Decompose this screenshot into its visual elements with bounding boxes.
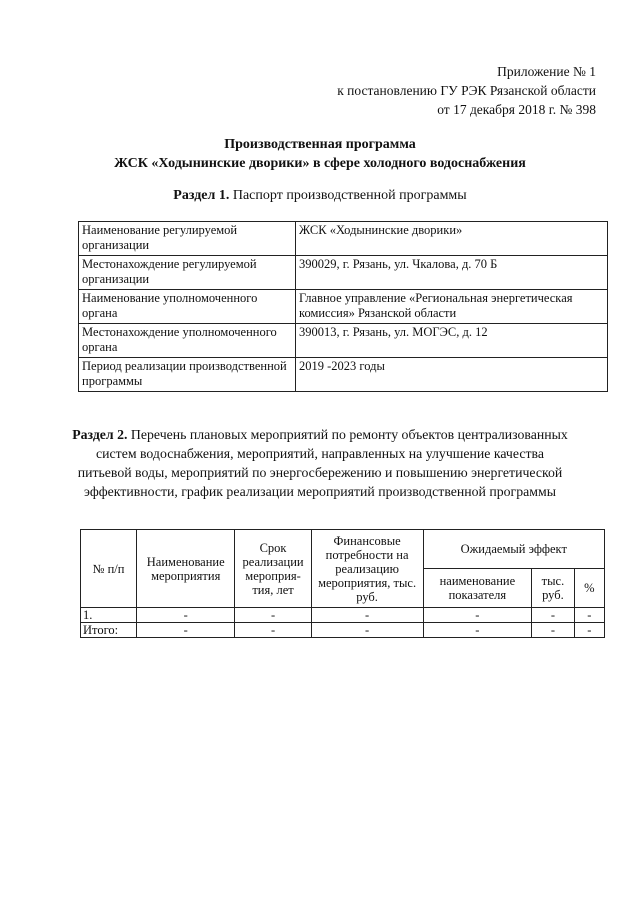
cell-effect-percent: - <box>574 623 604 638</box>
cell-finance: - <box>311 608 423 623</box>
appendix-number: Приложение № 1 <box>497 64 596 79</box>
header-effect-thousand: тыс. руб. <box>532 569 575 608</box>
cell-term: - <box>235 623 311 638</box>
appendix-resolution: к постановлению ГУ РЭК Рязанской области <box>337 83 596 98</box>
events-table <box>80 529 605 638</box>
section1-text: Паспорт производственной программы <box>232 188 467 203</box>
section2-text: Перечень плановых мероприятий по ремонту объектов централизованных систем водоснабжения, мероприятий, направленных на улучшение качества питьевой воды, мероприятий по энергосбережению и повышению энергетической эффективности, график реализации мероприятий производственной программы <box>77 427 568 499</box>
passport-key: Наименование уполномоченного органа <box>79 290 296 324</box>
passport-value: 390029, г. Рязань, ул. Чкалова, д. 70 Б <box>296 256 608 290</box>
section1-label: Раздел 1. <box>173 188 230 203</box>
cell-num: Итого: <box>81 623 137 638</box>
passport-value: 390013, г. Рязань, ул. МОГЭС, д. 12 <box>296 324 608 358</box>
cell-effect-name: - <box>423 623 532 638</box>
appendix-header <box>337 62 596 119</box>
cell-effect-name: - <box>423 608 532 623</box>
table-row <box>79 324 608 358</box>
header-effect-name: наименование показателя <box>423 569 532 608</box>
header-term: Срок реализации мероприя-тия, лет <box>235 530 311 608</box>
table-row <box>79 222 608 256</box>
table-row <box>79 256 608 290</box>
section1-heading <box>0 188 640 204</box>
cell-effect-thousand: - <box>532 623 575 638</box>
passport-key: Период реализации производственной программы <box>79 358 296 392</box>
table-row <box>81 623 605 638</box>
section2-heading <box>70 425 570 501</box>
table-row <box>79 358 608 392</box>
passport-value: Главное управление «Региональная энергетическая комиссия» Рязанской области <box>296 290 608 324</box>
appendix-date: от 17 декабря 2018 г. № 398 <box>437 102 596 117</box>
header-name: Наименование мероприятия <box>136 530 235 608</box>
title-line-2: ЖСК «Ходынинские дворики» в сфере холодного водоснабжения <box>114 156 526 171</box>
header-num: № п/п <box>81 530 137 608</box>
section2-label: Раздел 2. <box>72 427 128 442</box>
passport-value: ЖСК «Ходынинские дворики» <box>296 222 608 256</box>
header-effect: Ожидаемый эффект <box>423 530 604 569</box>
passport-key: Местонахождение уполномоченного органа <box>79 324 296 358</box>
cell-num: 1. <box>81 608 137 623</box>
passport-value: 2019 -2023 годы <box>296 358 608 392</box>
passport-table <box>78 221 608 392</box>
title-line-1: Производственная программа <box>224 137 416 152</box>
table-row <box>79 290 608 324</box>
table-header-row <box>81 530 605 569</box>
cell-name: - <box>136 623 235 638</box>
cell-term: - <box>235 608 311 623</box>
table-row <box>81 608 605 623</box>
header-finance: Финансовые потребности на реализацию мероприятия, тыс. руб. <box>311 530 423 608</box>
cell-name: - <box>136 608 235 623</box>
cell-finance: - <box>311 623 423 638</box>
document-title <box>0 135 640 173</box>
cell-effect-thousand: - <box>532 608 575 623</box>
header-effect-percent: % <box>574 569 604 608</box>
cell-effect-percent: - <box>574 608 604 623</box>
passport-key: Местонахождение регулируемой организации <box>79 256 296 290</box>
passport-key: Наименование регулируемой организации <box>79 222 296 256</box>
